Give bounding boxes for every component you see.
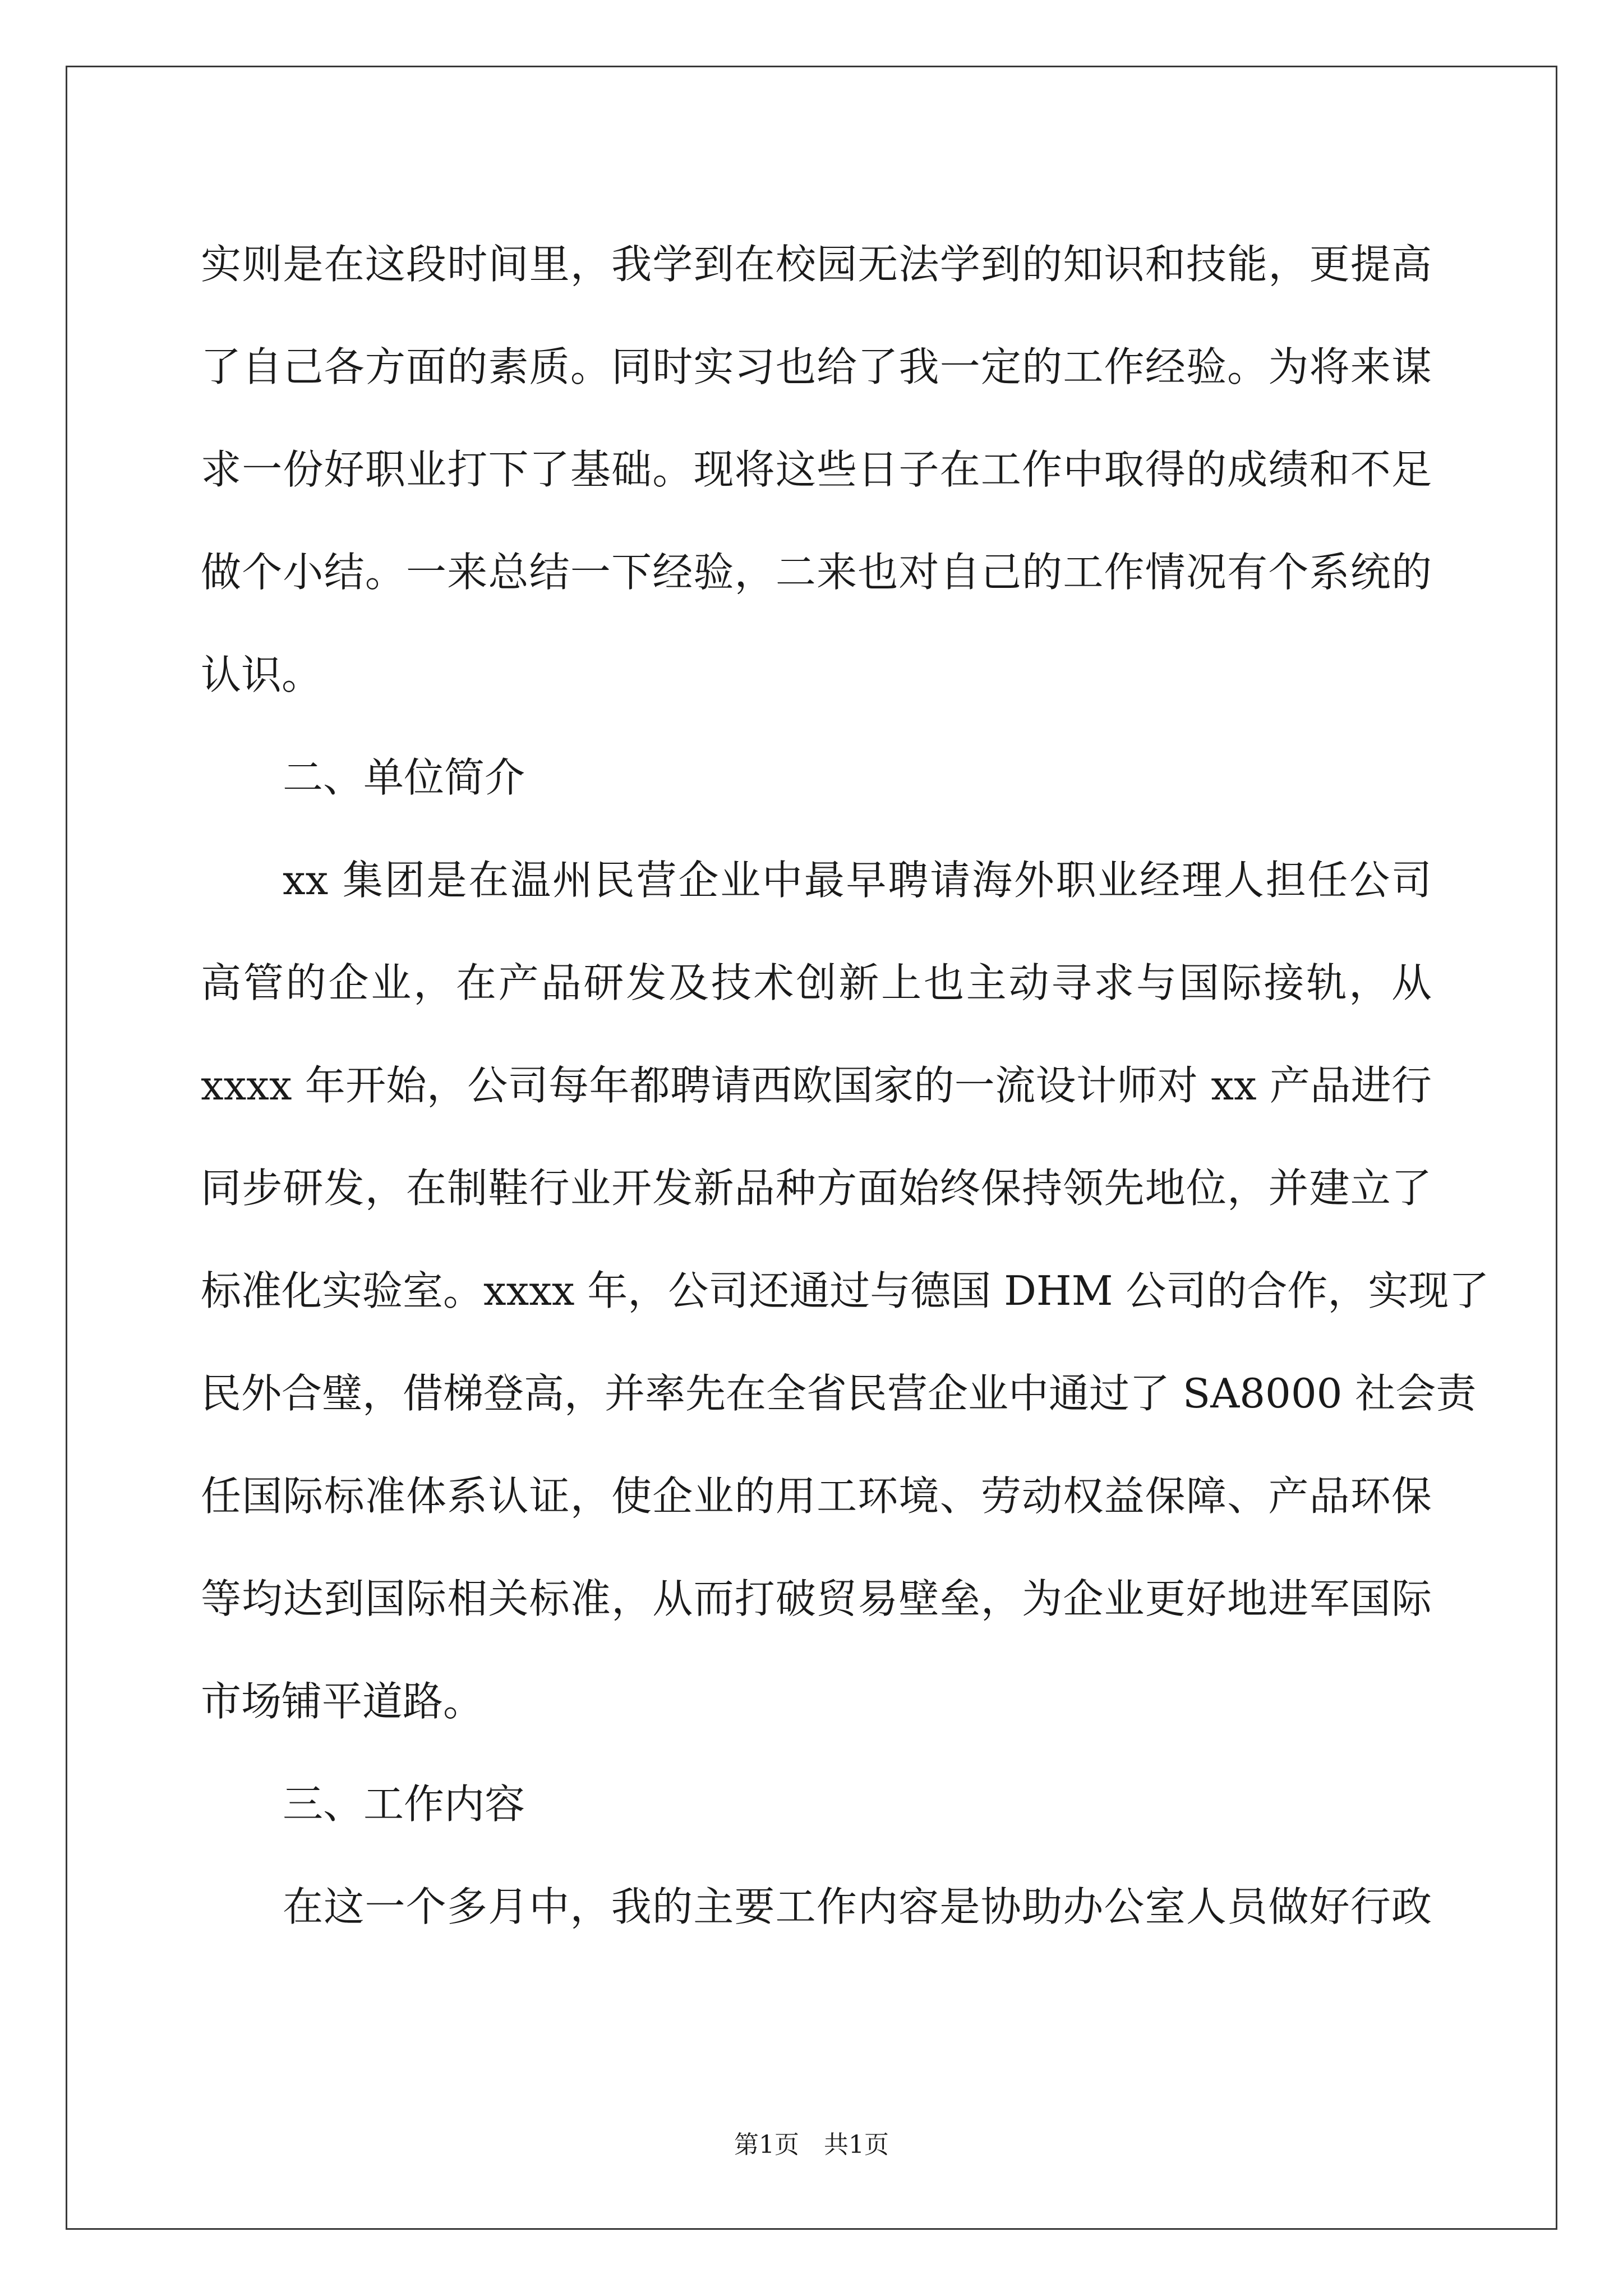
text-line-2: 了自己各方面的素质。同时实习也给了我一定的工作经验。为将来谋 [201,343,1432,390]
text-line-8: 高管的企业，在产品研发及技术创新上也主动寻求与国际接轨，从 [201,959,1432,1006]
text-line-14: 等均达到国际相关标准，从而打破贸易壁垒，为企业更好地进军国际 [201,1575,1432,1622]
text-line-12: 民外合璧，借梯登高，并率先在全省民营企业中通过了 SA8000 社会责 [201,1370,1477,1417]
document-body [201,213,1490,1958]
text-line-5: 认识。 [201,651,322,698]
section-heading-unit-intro: 二、单位简介 [283,754,525,801]
text-line-9: xxxx 年开始，公司每年都聘请西欧国家的一流设计师对 xx 产品进行 [201,1062,1432,1109]
section-heading-work-content: 三、工作内容 [283,1780,525,1828]
text-line-1: 实则是在这段时间里，我学到在校园无法学到的知识和技能，更提高 [201,241,1432,288]
text-line-7: xx 集团是在温州民营企业中最早聘请海外职业经理人担任公司 [283,857,1432,904]
text-line-13: 任国际标准体系认证，使企业的用工环境、劳动权益保障、产品环保 [201,1473,1432,1520]
text-line-3: 求一份好职业打下了基础。现将这些日子在工作中取得的成绩和不足 [201,446,1432,493]
text-line-11: 标准化实验室。xxxx 年，公司还通过与德国 DHM 公司的合作，实现了 [201,1267,1490,1314]
text-line-10: 同步研发，在制鞋行业开发新品种方面始终保持领先地位，并建立了 [201,1165,1432,1212]
page-number-current: 第1页 [734,2131,799,2159]
text-line-17: 在这一个多月中，我的主要工作内容是协助办公室人员做好行政 [283,1883,1432,1930]
page-number-total: 共1页 [824,2131,889,2159]
text-line-15: 市场铺平道路。 [201,1678,484,1725]
text-line-4: 做个小结。一来总结一下经验，二来也对自己的工作情况有个系统的 [201,549,1432,596]
page-footer [0,2128,1623,2162]
